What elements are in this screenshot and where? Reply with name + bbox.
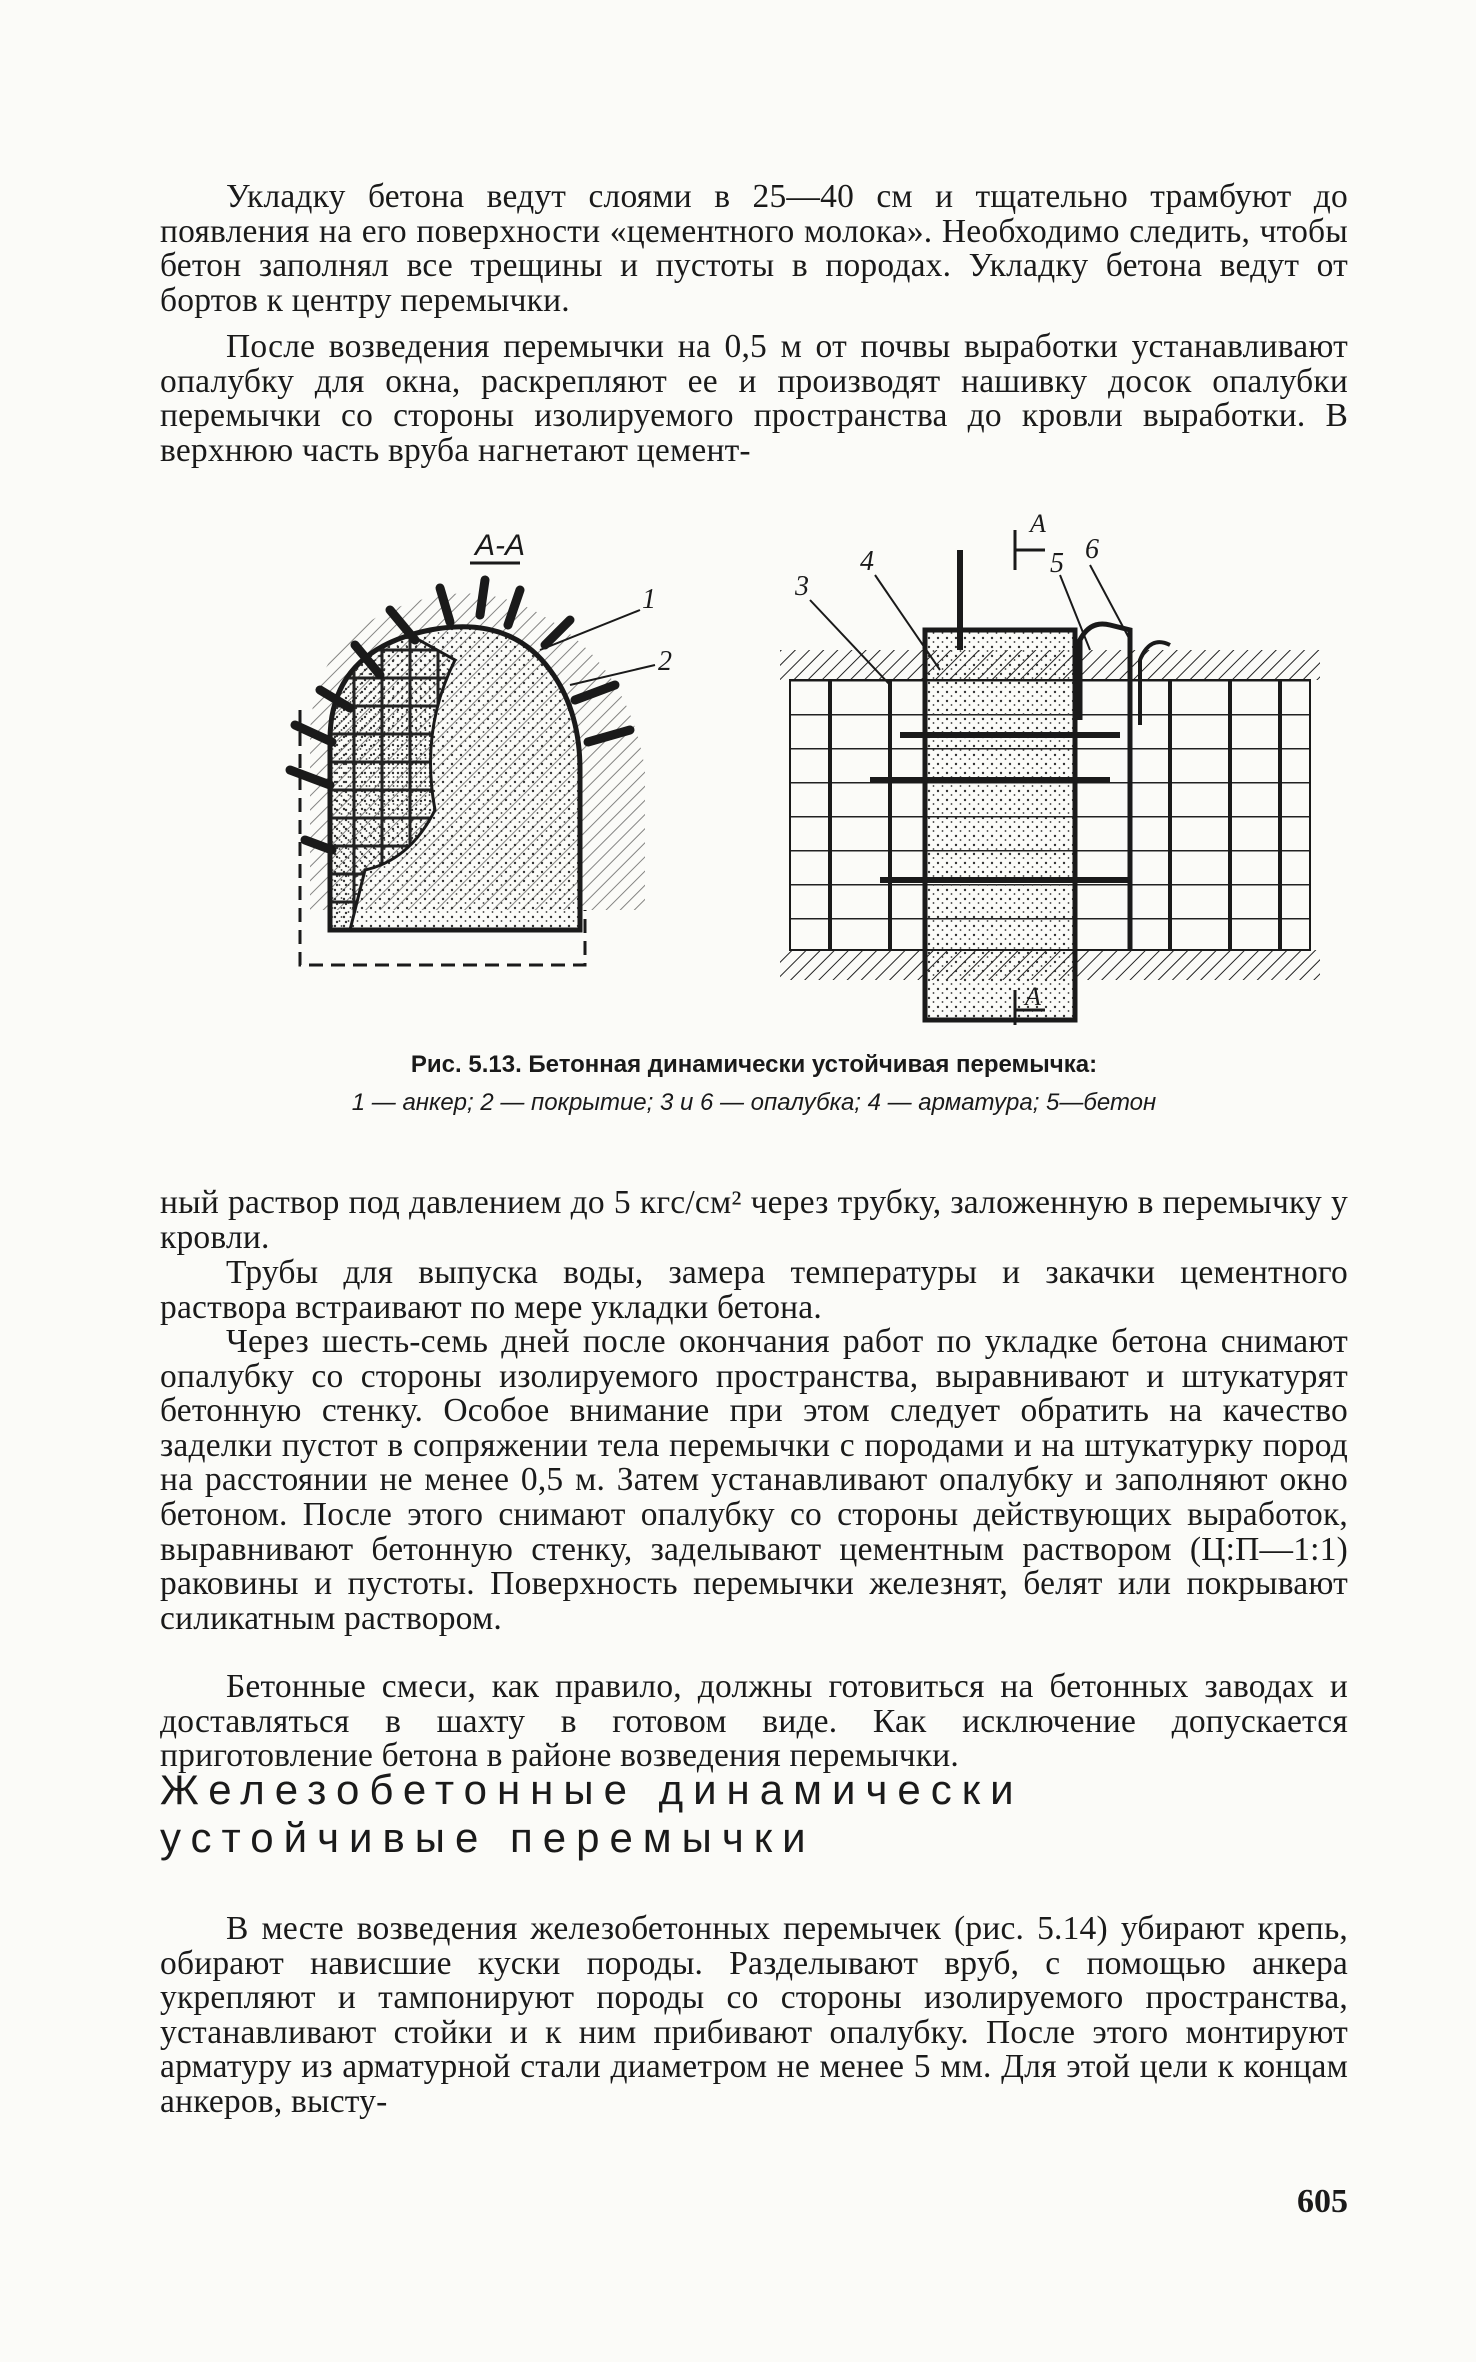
section-view-left xyxy=(290,529,672,965)
callout-2: 2 xyxy=(658,646,672,677)
figure-5-13 xyxy=(270,510,1330,1050)
paragraph-6: Бетонные смеси, как правило, должны готовиться на бетонных заводах и доставляться в шахту в готовом виде. Как исключение допускается приготовление бетона в районе возведения перемычки. xyxy=(160,1668,1348,1775)
figure-legend: 1 — анкер; 2 — покрытие; 3 и 6 — опалубка; 4 — арматура; 5—бетон xyxy=(351,1089,1157,1116)
callout-1: 1 xyxy=(642,584,656,615)
paragraph-2: После возведения перемычки на 0,5 м от почвы выработки устанавливают опалубку для окна, раскрепляют ее и производят нашивку досок опалубки перемычки со стороны изолируемого пространства до кровли выработки. В верхнюю часть вруба нагнетают цемент- xyxy=(160,328,1348,469)
cut-label-bottom: А xyxy=(1025,982,1041,1011)
callout-3: 3 xyxy=(795,571,809,602)
cut-label-top: А xyxy=(1030,510,1046,538)
section-label: А-А xyxy=(475,529,526,562)
paragraph-5: Через шесть-семь дней после окончания работ по укладке бетона снимают опалубку со стороны изолируемого пространства, выравнивают и штукатурят бетонную стенку. Особое внимание при этом следует обратить на качество заделки пустот в сопряжении тела перемычки с породами и на штукатурку пород на расстоянии не менее 0,5 м. Затем устанавливают опалубку и заполняют окно бетоном. После этого снимают опалубку со стороны действующих выработок, выравнивают бетонную стенку, заделывают цементным раствором (Ц:П—1:1) раковины и пустоты. Поверхность перемычки железнят, белят или покрывают силикатным раствором. xyxy=(160,1323,1348,1637)
figure-caption: Рис. 5.13. Бетонная динамически устойчивая перемычка: xyxy=(410,1051,1098,1078)
callout-6: 6 xyxy=(1085,534,1099,565)
page-number: 605 xyxy=(1297,2183,1348,2220)
paragraph-7: В месте возведения железобетонных перемычек (рис. 5.14) убирают крепь, обирают нависшие куски породы. Разделывают вруб, с помощью анкера укрепляют и тампонируют породы со стороны изолируемого пространства, устанавливают стойки и к ним прибивают опалубку. После этого монтируют арматуру из арматурной стали диаметром не менее 5 мм. Для этой цели к концам анкеров, высту- xyxy=(160,1910,1348,2120)
paragraph-1: Укладку бетона ведут слоями в 25—40 см и тщательно трамбуют до появления на его поверхности «цементного молока». Необходимо следить, чтобы бетон заполнял все трещины и пустоты в породах. Укладку бетона ведут от бортов к центру перемычки. xyxy=(160,178,1348,319)
section-heading: Железобетонные динамически устойчивые перемычки xyxy=(160,1766,1024,1861)
callout-4: 4 xyxy=(860,546,874,577)
section-view-right xyxy=(780,510,1320,1025)
paragraph-3: ный раствор под давлением до 5 кгс/см² через трубку, заложенную в перемычку у кровли. xyxy=(160,1184,1348,1256)
paragraph-4: Трубы для выпуска воды, замера температуры и закачки цементного раствора встраивают по мере укладки бетона. xyxy=(160,1254,1348,1326)
callout-5: 5 xyxy=(1050,548,1064,579)
